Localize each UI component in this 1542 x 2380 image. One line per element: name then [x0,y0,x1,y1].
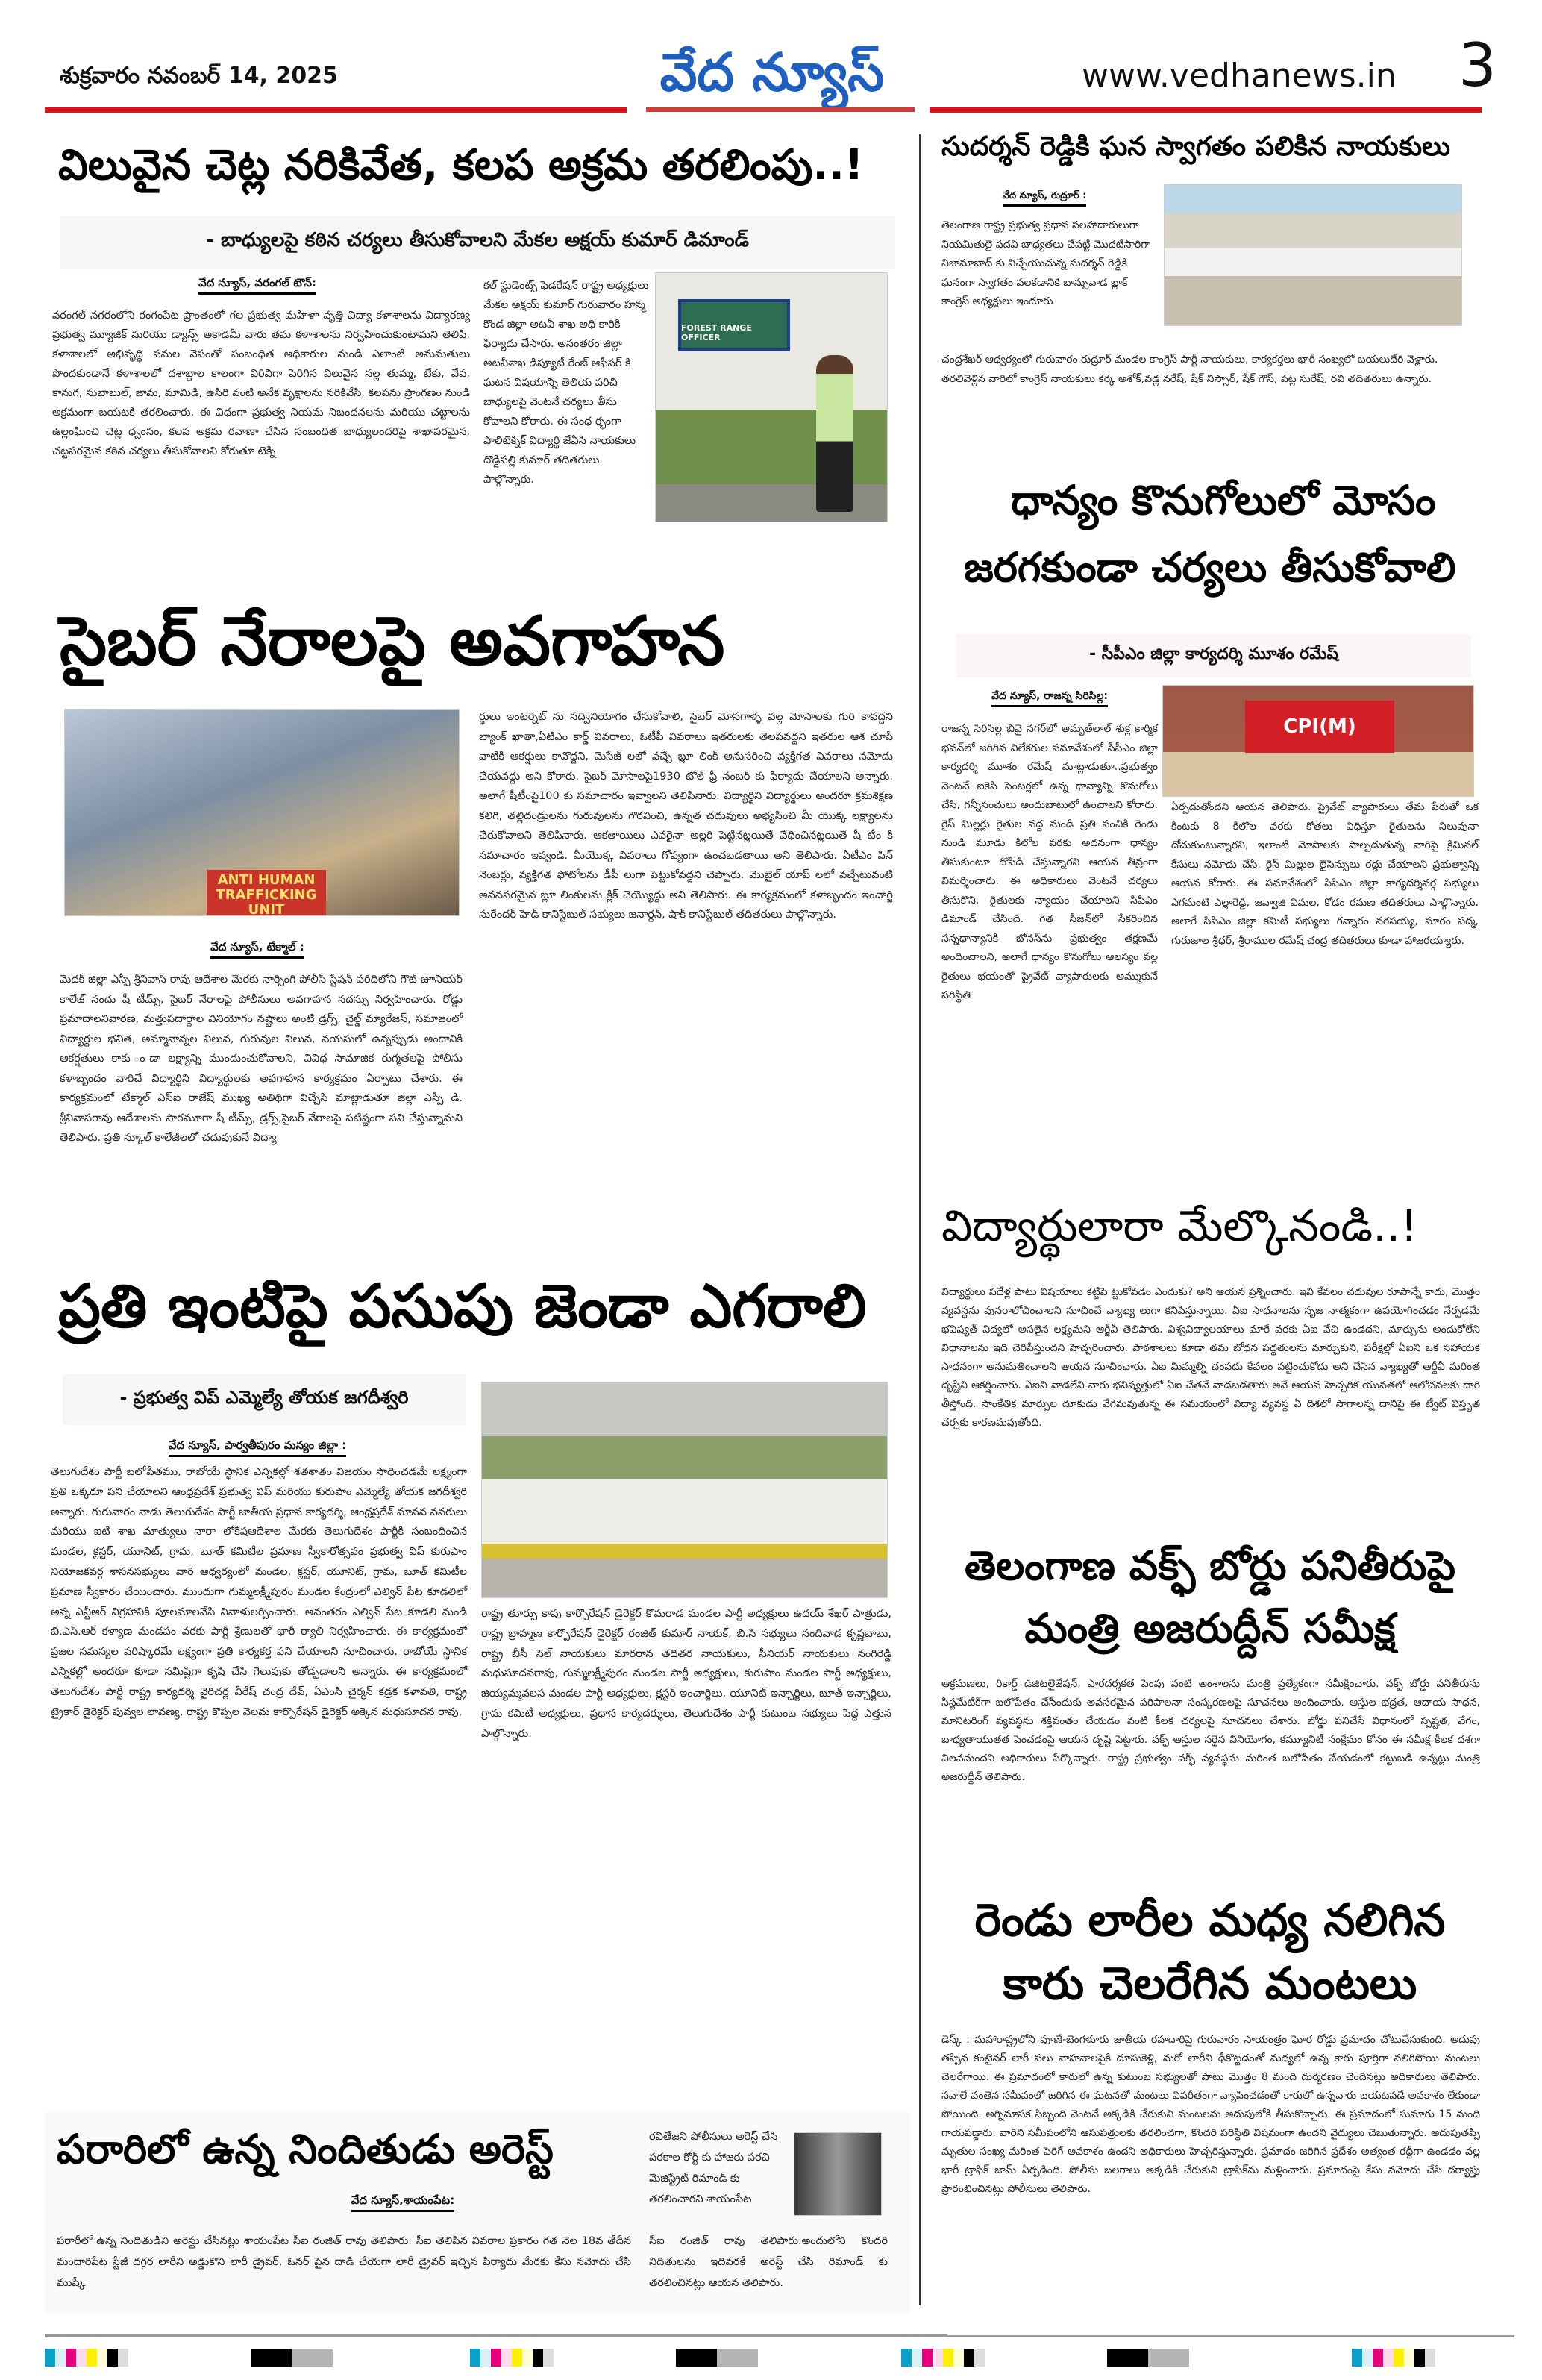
headline: విలువైన చెట్ల నరికివేత, కలప అక్రమ తరలింపు..! [58,141,864,190]
article-body-continued: కల్ స్టుడెంట్స్ ఫెడరేషన్ రాష్ట్ర అధ్యక్షులు మేకల అక్షయ్ కుమార్ గురువారం హన్మ కొండ జిల్లా అటవీ శాఖ అధి కారికి ఫిర్యాదు చేసారు. అనంతరం జిల్లా అటవీశాఖ డిప్యూటీ రేంజ్ ఆఫీసర్ కి ఘటన విషయాన్ని తెలియ పరిచి బాధ్యులపై వెంటనే చర్యలు తీసు కోవాలని కోరారు. ఈ సంధ ర్భంగా పాలిటెక్నిక్ విద్యార్థి జేఏసి నాయకులు దొడ్డిపల్లి కుమార్ తదితరులు పాల్గొన్నారు. [483,280,649,486]
logo-underline [646,107,915,112]
headline: విద్యార్థులారా మేల్కొనండి..! [941,1200,1418,1251]
subheadline: - సీపీఎం జిల్లా కార్యదర్శి మూశం రమేష్ [956,634,1471,677]
article-body-side-continued: సీఐ రంజిత్ రావు తెలిపారు.అందులోని కొందరి నిదితులను ఇదివరకే అరెస్ట్ చేసి రిమాండ్ కు తరలించినట్లు ఆయన తెలిపారు. [649,2235,888,2289]
article-body: తెలుగుదేశం పార్టీ బలోపేతము, రాబోయే స్థానిక ఎన్నికల్లో శతశాతం విజయం సాధించడమే లక్ష్యంగా ప్రతి ఒక్కరూ పని చేయాలని ఆంధ్రప్రదేశ్ ప్రభుత్వ విప్ మరియు కురుపాం ఎమ్మెల్యే తోయక జగదీశ్వరి అన్నారు. గురువారం నాడు తెలుగుదేశం పార్టీ జాతీయ ప్రధాన కార్యదర్శి, ఆంధ్రప్రదేశ్ మానవ వనరులు మరియు ఐటి శాఖ మాత్యులు నారా లోకేషఆదేశాల మేరకు తెలుగుదేశం పార్టీకి సంబంధించిన మండల, క్లస్టర్, యూనిట్, గ్రామ, బూత్ కమిటీల ప్రమాణ స్వీకారోత్సవం ప్రభుత్వ విప్ కురుపాం నియోజకవర్గ శాసనసభ్యులు వారి ఆధ్వర్యంలో మండల, క్లస్టర్, యూనిట్, గ్రామ, బూత్ కమిటీల ప్రమాణ స్వీకారం చేయించారు. ముందుగా గుమ్మలక్ష్మీపురం మండల కేంద్రంలో ఎల్విన్ పేట కూడలిలో అన్న ఎన్టీఆర్ విగ్రహానికి పూలమాలవేసి నివాళులర్పించారు. అనంతరం ఎల్విన్ పేట కూడలి నుండి బి.ఎస్.ఆర్ కళ్యాణ మండపం వరకు పార్టీ శ్రేణులతో భారీ ర్యాలీ నిర్వహించారు. ఈ కార్యక్రమంలో ప్రజల సమస్యల పరిష్కారమే లక్ష్యంగా ప్రతి కార్యకర్త పని చేయాలని సూచించారు. రాబోయే స్థానిక ఎన్నికల్లో అందరూ కూడా సమిష్టిగా కృషి చేసి గెలుపుకు తోడ్పడాలని అన్నారు. ఈ కార్యక్రమంలో తెలుగుదేశం పార్టీ రాష్ట్ర కార్యదర్శి వైరిచర్ల వీరేష్ చంద్ర దేవ్, ఏఎంసి చైర్మన్ కడ్రక కళావతి, రాష్ట్ర ట్రైకార్ డైరెక్టర్ పువ్వల లావణ్య, రాష్ట్ర కొప్పల వెలమ కార్పొరేషన్ డైరెక్టర్ అక్కెన మధుసూదన రావు, [51,1466,467,1718]
page-number: 3 [1458,31,1496,100]
headline-line-1: తెలంగాణ వక్ఫ్ బోర్డు పనితీరుపై [964,1542,1455,1589]
byline [45,940,470,956]
byline [970,190,1119,204]
article-body: డెస్క్ : మహారాష్ట్రలోని పూణే-బెంగళూరు జాతీయ రహదారిపై గురువారం సాయంత్రం ఘోర రోడ్డు ప్రమాదం చోటుచేసుకుంది. అదుపు తప్పిన కంటైనర్ లారీ పలు వాహనాలపైకి దూసుకెళ్లి, మరో లారీని ఢీకొట్టడంతో మధ్యలో ఉన్న కారు పూర్తిగా నలిగిపోయి మంటలు చెలరేగాయి. ఈ ప్రమాదంలో కారులో ఉన్న కుటుంబ సభ్యులతో పాటు మొత్తం 8 మంది దుర్మరణం చెందినట్లు అధికారులు తెలిపారు. సవాలే వంతెన సమీపంలో జరిగిన ఈ ఘటనతో మంటలు విపరీతంగా వ్యాపించడంతో కారులో ఉన్నవారు బయటపడే అవకాశం లేకుండా పోయింది. అగ్నిమాపక సిబ్బంది వెంటనే అక్కడికి చేరుకుని మంటలను అదుపులోకి తీసుకొచ్చారు. ఈ ప్రమాదంలో సుమారు 15 మంది గాయపడ్డారు. వారిని సమీపంలోని ఆసుపత్రులకు తరలించగా, కొందరి పరిస్థితి విషమంగా ఉందని వైద్యులు చెబుతున్నారు. అదుపుతప్పి మృతుల సంఖ్య మరింత పెరిగే అవకాశం ఉందని అధికారులు హెచ్చరిస్తున్నారు. ప్రమాదం జరిగిన ప్రదేశం అత్యంత రద్దీగా ఉండడం వల్ల భారీ ట్రాఫిక్ జామ్ ఏర్పడింది. పోలీసు బలగాలు అక్కడికి చేరుకుని ట్రాఫిక్‌ను మళ్లించారు. ప్రమాదంపై కేసు నమోదు చేసి దర్యాప్తు ప్రారంభించినట్లు పోలీసులు తెలిపారు. [941,2034,1480,2195]
byline [291,2193,515,2210]
cmyk-bar [45,2349,128,2367]
cmyk-bar [470,2349,554,2367]
headline-line-2: మంత్రి అజరుద్దీన్ సమీక్ష [1024,1605,1396,1652]
density-patch [251,2349,333,2367]
article-body: రాజన్న సిరిసిల్ల బివై నగర్‌లో అమృత్‌లాల్ శుక్ల కార్మిక భవన్‌లో జరిగిన విలేకరుల సమావేశంలో సీపీఎం జిల్లా కార్యదర్శి మూశం రమేష్ మాట్లాడుతూ..ప్రభుత్వం వెంటనే ఐకెపి సెంటర్లలో ఉన్న ధాన్యాన్ని కొనుగోలు చేసి, గన్నీసంచులు అందుబాటులో ఉంచాలని కోరారు. రైస్ మిల్లర్లు రైతుల వద్ద నుండి ప్రతి సంచికి రెండు నుండి మూడు కిలోల వరకు అదనంగా ధాన్యం తీసుకుంటూ దోపిడీ చేస్తున్నారని ఆయన తీవ్రంగా విమర్శించారు. ఈ అధికారులు వెంటనే చర్యలు తీసుకొని, రైతులకు న్యాయం చేయాలని సిపిఎం డిమాండ్ చేసింది. గత సీజన్‌లో సేకరించిన సన్నధాన్యానికి బోనస్‌ను ప్రభుత్వం తక్షణమే అందించాలని, అలాగే ధాన్యం కొనుగోలు ఆలస్యం వల్ల రైతులు భయంతో ప్రైవేట్ వ్యాపారులకు అమ్ముకునే పరిస్థితి [941,723,1158,1001]
byline-text: వేద న్యూస్, రుద్రూర్ : [1003,190,1087,207]
cpim-banner: CPI(M) [1245,701,1394,753]
handcuffs-photo [794,2132,882,2216]
column-divider [919,134,921,2305]
byline [45,276,470,292]
subheadline: - ప్రభుత్వ విప్ ఎమ్మెల్యే తోయక జగదీశ్వరి [63,1374,466,1425]
masthead [0,0,1542,119]
density-patch [1107,2349,1189,2367]
density-patch [676,2349,758,2367]
photo-awareness-event [64,709,460,916]
headline: ప్రతి ఇంటిపై పసుపు జెండా ఎగరాలి [58,1271,867,1341]
headline: సుదర్శన్ రెడ్డికి ఘన స్వాగతం పలికిన నాయకులు [941,131,1451,162]
article-body: మెదక్ జిల్లా ఎస్పీ శ్రీనివాస్ రావు ఆదేశాల మేరకు నార్సింగి పోలీస్ స్టేషన్ పరిధిలోని గౌట్ జూనియర్ కాలేజ్ నందు షీ టీమ్స్, సైబర్ నేరాలపై పోలీసులు అవగాహన సదస్సు నిర్వహించారు. రోడ్డు ప్రమాదాలనివారణ, మత్తుపదార్థాల వినియోగం నష్టాలు అంటి డ్రగ్స్, చైల్డ్ మ్యారేజస్, సమాజంలో విద్యార్థుల భవిత, అమ్మానాన్నల విలువ, గురువుల విలువ, వయసులో ఉన్నప్పుడు అందానికి ఆకర్షతులు కాకు ండా లక్ష్యాన్ని ముందుంచుకోవాలని, వివిధ సామాజిక రుగ్మతలపై పోలీసు కళాబృందం వారిచే విద్యార్థిని విద్యార్థులకు అవగాహన కార్యక్రమం ఏర్పాటు చేశారు. ఈ కార్యక్రమంలో టేక్మాల్ ఎస్ఐ రాజేష్ ముఖ్య అతిథిగా విచ్చేసి మాట్లాడుతూ జిల్లా ఎస్పీ డి. శ్రీనివాసరావు ఆదేశాలను సారమూగా షీ టీమ్స్, డ్రగ్స్,సైబర్ నేరాలపై పటిష్టంగా పని చేస్తున్నామని తెలిపారు. ప్రతి స్కూల్ కాలేజీలలో చదువుకునే విద్యా [60,974,463,1144]
article-body: తెలంగాణ రాష్ట్ర ప్రభుత్వ ప్రధాన సలహాదారులుగా నియమితులై పదవి బాధ్యతలు చేపట్టి మొదటిసారిగా నిజామాబాద్ కు విచ్చేయుచున్న సుదర్శన్ రెడ్డికి ఘనంగా స్వాగతం పలకడానికి బాన్సువాడ బ్లాక్ కాంగ్రెస్ అధ్యక్షులు ఇందూరు [941,219,1151,307]
article-body-continued: ఏర్పడుతోందని ఆయన తెలిపారు. ప్రైవేట్ వ్యాపారులు తేమ పేరుతో ఒక కింటకు 8 కిలోల వరకు కోతలు విధిస్తూ రైతులను నిలువునా దోచుకుంటున్నారని, ఇలాంటి మోసాలకు పాల్పడుతున్న వారిపై క్రిమినల్ కేసులు నమోదు చేసి, రైస్ మిల్లుల లైసెన్సులు రద్దు చేయాలని ప్రభుత్వాన్ని ఆయన కోరారు. ఈ సమావేశంలో సిపిఎం జిల్లా కార్యదర్శివర్గ సభ్యులు ఎగమంటి ఎల్లారెడ్డి, జవ్వాజి విమల, కోడం రమణ తదితరులు పాల్గొన్నారు. అలాగే సిపిఎం జిల్లా కమిటీ సభ్యులు గన్నారం నరసయ్య, సూరం పద్మ, గురుజాల శ్రీధర్, శ్రీరాముల రమేష్ చంద్ర తదితరులు కూడా హాజరయ్యారు. [1171,801,1479,947]
headline: పరారిలో ఉన్న నిందితుడు అరెస్ట్ [57,2126,554,2173]
issue-date: శుక్రవారం నవంబర్ 14, 2025 [60,63,338,89]
byline-text: వేద న్యూస్, పార్వతీపురం మన్యం జిల్లా : [169,1438,347,1457]
website-url: www.vedhanews.in [1082,57,1397,95]
person-figure [816,355,853,512]
article-body: పరారీలో ఉన్న నిందితుడిని అరెస్టు చేసినట్లు శాయంపేట సీఐ రంజిత్ రావు తెలిపారు. సీఐ తెలిపిన వివరాల ప్రకారం గత నెల 18వ తేదీన మందారిపేట స్టేజీ దగ్గర లారీని అడ్డుకొని లారీ డ్రైవర్, ఓనర్ పైన దాడి చేయగా లారీ డ్రైవర్ ఇచ్చిన పిర్యాదు మేరకు కేసు నమోదు చేసి ముష్కే [57,2235,631,2289]
photo-cpim-press-meet [1162,685,1474,797]
photo-banner: ANTI HUMAN TRAFFICKING UNIT [207,870,326,916]
byline [45,1438,470,1455]
footer-rule-right [947,2335,1514,2337]
newspaper-logo: వేద న్యూస్ [659,42,885,103]
article-body: వరంగల్ నగరంలోని రంగంపేట ప్రాంతంలో గల ప్రభుత్వ మహిళా వృత్తి విద్యా కళాశాలను విద్యారణ్య ప్రభుత్వ మ్యూజిక్ మరియు డ్యాన్స్ అకాడమీ వారు తమ కళాశాలను నిర్వహించుకుంటామని తెలిపి, కళాశాలలో అభివృద్ధి పనుల నెపంతో సంబంధిత అధికారుల నుండి ఎలాంటి అనుమతులు పొందకుండానే కళాశాలలో దశాబ్దాల కాలంగా విరివిగా పెరిగిన విలువైన నల్ల తుమ్మ, టేకు, వేప, కానుగ, సుబాబుల్, జామ, మామిడి, ఉసిరి వంటి అనేక వృక్షాలను నరికివేసి, కలపను ప్రాంగణం నుండి అక్రమంగా బయటకి తరలించారు. ఈ విధంగా ప్రభుత్వ నియమ నిబంధనలను మరియు చట్టాలను ఉల్లంఘించి చెట్ల ధ్వంసం, కలప అక్రమ రవాణా చేసిన సంబంధిత బాధ్యులందరిపై శాఖాపరమైన, చట్టపరమైన కఠిన చర్యలు తీసుకోవాలని కోరుతూ టెక్ని [52,310,470,457]
cmyk-bar [1352,2349,1435,2367]
footer-rule [45,2334,947,2337]
article-body-side: రవితేజని పోలీసులు అరెస్ట్ చేసి పరకాల కోర్ట్ కు హాజరు పరచి మేజిస్ట్రేట్ రిమాండ్ కు తరలించారని శాయంపేట [649,2131,778,2205]
byline [941,690,1158,704]
headline: సైబర్ నేరాలపై అవగాహన [60,602,725,680]
sign-board: FOREST RANGE OFFICER [678,299,790,351]
byline-text: వేద న్యూస్, రాజన్న సిరిసిల్ల: [991,690,1108,707]
photo-party-meeting [481,1382,888,1598]
headline-line-2: కారు చెలరేగిన మంటలు [1003,1958,1417,2010]
header-rule-left [45,107,627,113]
article-body: విద్యార్థులు పదేళ్ల పాటు విషయాలు కట్టిపె ట్టుకోవడం ఎందుకు? అని ఆయన ప్రశ్నించారు. ఇవి కేవలం చదువుల రూపాన్నే కాదు, మొత్తం వ్యవస్థను పునరాలోచించాలని సూచించే వ్యాఖ్య లుగా కనిపిస్తున్నాయి. ఏఐ సాధనాలను సృజ నాత్మకంగా ఉపయోగించడం నేర్పడమే భవిష్యత్ విద్యలో అసలైన లక్ష్యమని ఆర్జీవీ తెలిపారు. విశ్వవిద్యాలయాలు మారే వరకు ఏఐ వేచి ఉండదని, మార్పును అందుకోలేని విధానాలను ఇది చెరిపేస్తుందని హెచ్చరించారు. పాఠశాలలు కూడా తమ బోధన పద్ధతులను మార్చుకుని, పరీక్షల్లో ఏఐని ఒక సహాయక సాధనంగా అనుమతించాలని ఆయన సూచించారు. ఏఐ మిమ్మల్ని చంపదు కేవలం పట్టించుకోదు అని చేసిన వ్యాఖ్యతో ఆర్జీవీ మరింత దృష్టిని ఆకర్షించారు. ఏఐని వాడలేని వారు భవిష్యత్తులో ఏఐ చేతనే వాడబడతారు అనే ఆయన హెచ్చరిక యువతలో ఆలోచనలకు దారి తీస్తోంది. సాంకేతిక మార్పుల దూకుడు వేగమవుతున్న ఈ సమయంలో విద్యా వ్యవస్థ ఏ దిశలో సాగాలన్న దానిపై ఈ ట్వీట్ విస్తృత చర్చకు కారణమవుతోంది. [941,1286,1480,1429]
byline-text: వేద న్యూస్, టేక్మాల్ : [210,940,304,959]
header-rule-right [930,107,1482,113]
headline-line-1: రెండు లారీల మధ్య నలిగిన [974,1894,1446,1947]
article-arrest [45,2111,910,2313]
article-body: ఆక్రమణలు, రికార్డ్ డిజిటలైజేషన్, పారదర్శకత పెంపు వంటి అంశాలను మంత్రి ప్రత్యేకంగా సమీక్షించారు. వక్ఫ్ బోర్డు పనితీరును సిస్టమేటిక్‌గా బలోపేతం చేసేందుకు అవసరమైన పరిపాలనా సంస్కరణలపై సూచనలు అందించారు. ఆస్తుల భద్రత, ఆదాయ సాధన, మానిటరింగ్ వ్యవస్థను శక్తివంతం చేయడం వంటి కీలక చర్యలపై సూచనలు చేశారు. బోర్డు పనిచేసే విధానంలో స్పష్టత, వేగం, బాధ్యతాయుతత పెంచడంపై ఆయన దృష్టి పెట్టారు. వక్ఫ్ ఆస్తుల సరైన వినియోగం, కమ్యూనిటీ సంక్షేమం కోసం ఈ సమీక్ష కీలక దశగా నిలవనుందని అధికారులు పేర్కొన్నారు. రాష్ట్ర ప్రభుత్వం వక్ఫ్ వ్యవస్థను మరింత బలోపేతం చేయడంలో కట్టుబడి ఉన్నట్లు మంత్రి అజరుద్దీన్ తెలిపారు. [941,1678,1480,1783]
color-registration-marks [45,2349,1522,2368]
article-body-continued: ర్థులు ఇంటర్నెట్ ను సద్వినియోగం చేసుకోవాలి, సైబర్ మోసగాళ్ళ వల్ల మోసాలకు గురి కావద్దని బ్యాంక్ ఖాతా,ఏటిఎం కార్డ్ వివరాలు, ఓటీపీ వివరాలు ఇతరులకు తెలపవద్దని ఇతరుల ఆశ చూపే వాటికి ఆకర్షులు కావొద్దని, మెసేజ్ లలో వచ్చే బ్లూ లింక్ అనుసరించి వ్యక్తిగత వివరాలు నమోదు చేయవద్దు అని కోరారు. సైబర్ మోసాలపై1930 టోల్ ఫ్రీ నంబర్ కు ఫిర్యాదు చేయాలని అన్నారు. అలాగే షీటీంపై100 కు సమాచారం ఇవ్వాలని తెలిపినారు. విద్యార్థిని విద్యార్థులు అందరూ క్రమశిక్షణ కలిగి, తల్లిదండ్రులను గురువులను గౌరవించి, ఉన్నత చదువులు అభ్యసించి మీ యొక్క లక్ష్యాలను చేరుకోవాలని తెలిపినారు. ఆకతాయిలు ఎవరైనా అల్లరి పెట్టినట్లయితే వేధించినట్లయితే షీ టీం కి సమాచారం ఇవ్వండి. మీయొక్క వివరాలు గోప్యంగా ఉంచబడతాయి అని తెలిపారు. ఏటీఎం పిన్ నెంబర్లు, వ్యక్తిగత ఫోటోలను డీపీ లుగా పెట్టుకోవద్దని చెప్పారు. మొబైల్ యాప్ లలో వచ్చేటువంటి అనవసరమైన బ్లూ లింకులను క్లిక్ చెయ్యొద్దు అని తెలిపారు. ఈ కార్యక్రమంలో కళాబృందం ఇంచార్జి సురేందర్ హెడ్ కానిస్టేబుల్ సభ్యులు జనార్దన్, షాక్ కానిస్టేబుల్ తదితరులు పాల్గొన్నారు. [479,711,893,921]
headline-line-2: జరగకుండా చర్యలు తీసుకోవాలి [964,544,1456,591]
photo-forest-office [655,272,888,522]
byline-text: వేద న్యూస్,శాయంపేట: [351,2193,455,2212]
subheadline: - బాధ్యులపై కఠిన చర్యలు తీసుకోవాలని మేకల అక్షయ్ కుమార్ డిమాండ్ [60,216,895,269]
article-body-continued: రాష్ట్ర తూర్పు కాపు కార్పొరేషన్ డైరెక్టర్ కొమరాడ మండల పార్టీ అధ్యక్షులు ఉదయ్ శేఖర్ పాత్రుడు, రాష్ట్ర బ్రాహ్మణ కార్పొరేషన్ డైరెక్టర్ రంజిత్ కుమార్ నాయక్, బి.సి సభ్యులు నందివాడ కృష్ణబాబు, రాష్ట్ర బీసీ సెల్ నాయకులు మారరాన తదితర నాయకులు, సీనియర్ నాయకులు నంగిరెడ్డి మధుసూదనరావు, గుమ్మలక్ష్మీపురం మండల పార్టీ అధ్యక్షులు, కురుపాం మండల పార్టీ అధ్యక్షులు, జియ్యమ్మవలస మండల పార్టీ అధ్యక్షులు, క్లస్టర్ ఇంచార్జిలు, యూనిట్ ఇన్చార్జిలు, బూత్ ఇన్చార్జిలు, గ్రామ కమిటీ అధ్యక్షులు, ప్రధాన కార్యదర్శులు, తెలుగుదేశం పార్టీ కుటుంబ సభ్యులు పెద్ద ఎత్తున పాల్గొన్నారు. [481,1608,891,1740]
article-body-continued: చంద్రశేఖర్ ఆధ్వర్యంలో గురువారం రుద్రూర్ మండల కాంగ్రెస్ పార్టీ నాయకులు, కార్యకర్తలు భారీ సంఖ్యలో బయలుదేరి వెళ్లారు. తరలివెళ్లిన వారిలో కాంగ్రెస్ నాయకులు కర్క అశోక్,వడ్ల నరేష్, షేక్ నిస్సార్, షేక్ గౌస్, పట్ల సురేష్, రవి తదితరులు ఉన్నారు. [941,354,1438,385]
photo-congress-leaders [1164,184,1462,326]
cmyk-bar [901,2349,985,2367]
headline-line-1: ధాన్యం కొనుగోలులో మోసం [1011,477,1436,524]
byline-text: వేద న్యూస్, వరంగల్ టౌన్: [198,276,316,295]
